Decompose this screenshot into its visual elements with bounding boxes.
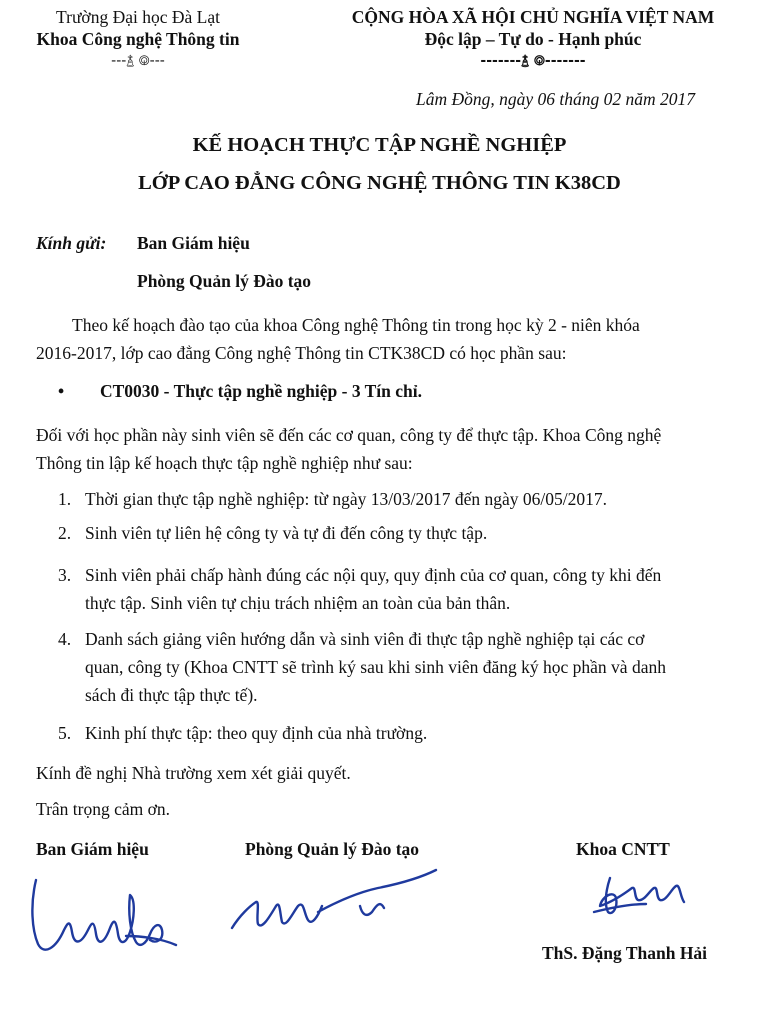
- list-item-2-line-1: Sinh viên tự liên hệ công ty và tự đi đến công ty thực tập.: [85, 523, 488, 543]
- signature-board-stroke: [32, 880, 176, 950]
- signature-label-training-office: Phòng Quản lý Đào tạo: [245, 839, 420, 859]
- list-item-4-line-3: sách đi thực tập thực tế).: [85, 685, 258, 705]
- faculty-name: Khoa Công nghệ Thông tin: [36, 29, 240, 49]
- list-item-1-number: 1.: [58, 489, 72, 509]
- school-name: Trường Đại học Đà Lạt: [56, 7, 220, 27]
- list-item-4-number: 4.: [58, 629, 72, 649]
- faculty-signer-name: ThS. Đặng Thanh Hải: [542, 943, 708, 963]
- para2-line-1: Đối với học phần này sinh viên sẽ đến các cơ quan, công ty để thực tập. Khoa Công nghệ: [36, 425, 662, 445]
- national-motto: Độc lập – Tự do - Hạnh phúc: [424, 29, 642, 49]
- signature-label-board: Ban Giám hiệu: [36, 839, 149, 859]
- signature-faculty-stroke: [594, 878, 684, 913]
- closing-thanks: Trân trọng cảm ơn.: [36, 799, 171, 819]
- list-item-3-line-2: thực tập. Sinh viên tự chịu trách nhiệm an toàn của bản thân.: [85, 593, 511, 613]
- list-item-4-line-2: quan, công ty (Khoa CNTT sẽ trình ký sau khi sinh viên đăng ký học phần và danh: [85, 657, 666, 677]
- list-item-5-line-1: Kinh phí thực tập: theo quy định của nhà trường.: [85, 723, 428, 743]
- list-item-3-line-1: Sinh viên phải chấp hành đúng các nội quy, quy định của cơ quan, công ty khi đến: [85, 565, 662, 585]
- list-item-5-number: 5.: [58, 723, 72, 743]
- course-item: CT0030 - Thực tập nghề nghiệp - 3 Tín chỉ.: [100, 381, 423, 401]
- signature-label-faculty: Khoa CNTT: [576, 839, 670, 859]
- document-title: KẾ HOẠCH THỰC TẬP NGHỀ NGHIỆP: [192, 134, 567, 156]
- signature-strokes: [32, 870, 684, 950]
- intro-line-2: 2016-2017, lớp cao đẳng Công nghệ Thông tin CTK38CD có học phần sau:: [36, 343, 567, 363]
- list-item-2-number: 2.: [58, 523, 72, 543]
- list-item-3-number: 3.: [58, 565, 72, 585]
- para2-line-2: Thông tin lập kế hoạch thực tập nghề nghiệp như sau:: [36, 453, 413, 473]
- intro-line-1: Theo kế hoạch đào tạo của khoa Công nghệ Thông tin trong học kỳ 2 - niên khóa: [72, 315, 640, 335]
- list-item-1-line-1: Thời gian thực tập nghề nghiệp: từ ngày 13/03/2017 đến ngày 06/05/2017.: [85, 489, 608, 509]
- document-subtitle: LỚP CAO ĐẲNG CÔNG NGHỆ THÔNG TIN K38CD: [138, 172, 621, 194]
- signature-training-office-stroke: [232, 870, 436, 928]
- recipient-2: Phòng Quản lý Đào tạo: [137, 271, 312, 291]
- date-line: Lâm Đồng, ngày 06 tháng 02 năm 2017: [416, 89, 696, 109]
- recipient-1: Ban Giám hiệu: [137, 233, 250, 253]
- list-item-4-line-1: Danh sách giảng viên hướng dẫn và sinh viên đi thực tập nghề nghiệp tại các cơ: [85, 629, 645, 649]
- left-ornament: ---࿄ ࿃---: [111, 53, 165, 69]
- right-ornament: -------࿄ ࿃-------: [480, 53, 586, 69]
- course-bullet: •: [58, 381, 65, 401]
- national-title: CỘNG HÒA XÃ HỘI CHỦ NGHĨA VIỆT NAM: [351, 7, 715, 27]
- recipients-label: Kính gửi:: [36, 233, 107, 253]
- closing-request: Kính đề nghị Nhà trường xem xét giải quyết.: [36, 763, 351, 783]
